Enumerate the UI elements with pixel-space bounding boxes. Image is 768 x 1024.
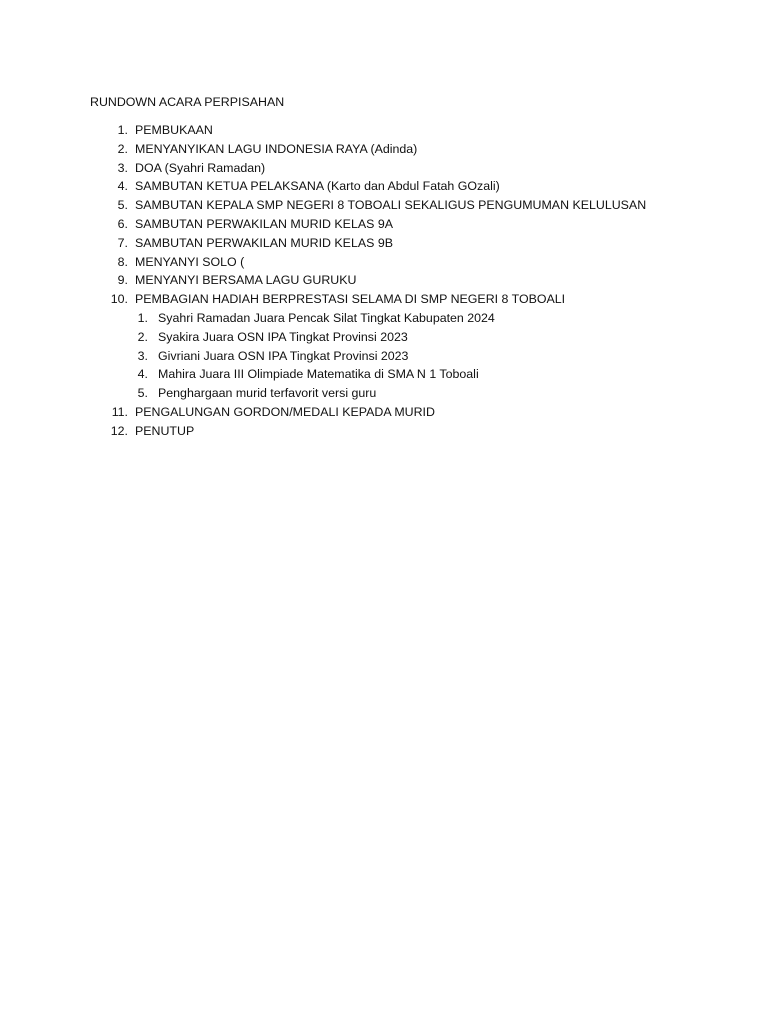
list-text: PENUTUP	[135, 423, 195, 438]
list-number: 5.	[117, 198, 128, 213]
agenda-list	[0, 121, 768, 441]
list-item	[0, 159, 768, 178]
sublist-item	[0, 347, 768, 366]
sublist-number: 3.	[137, 348, 148, 363]
sublist-item	[0, 365, 768, 384]
sublist-item	[0, 309, 768, 328]
sublist-number: 4.	[137, 367, 148, 382]
list-item	[0, 177, 768, 196]
sublist-text: Syakira Juara OSN IPA Tingkat Provinsi 2023	[158, 329, 408, 344]
list-number: 1.	[117, 123, 128, 137]
list-text: MENYANYIKAN LAGU INDONESIA RAYA (Adinda)	[135, 141, 418, 156]
list-text: SAMBUTAN KEPALA SMP NEGERI 8 TOBOALI SEKALIGUS PENGUMUMAN KELULUSAN	[135, 198, 647, 213]
list-number: 4.	[117, 179, 128, 194]
list-number: 10.	[110, 292, 128, 307]
list-item	[0, 234, 768, 253]
sublist-item	[0, 328, 768, 347]
sublist-text: Givriani Juara OSN IPA Tingkat Provinsi 2023	[158, 348, 409, 363]
list-item	[0, 215, 768, 234]
list-text: SAMBUTAN PERWAKILAN MURID KELAS 9A	[135, 216, 393, 231]
sublist-number: 1.	[137, 310, 148, 325]
list-number: 6.	[117, 216, 128, 231]
sublist-item	[0, 384, 768, 403]
list-text: SAMBUTAN PERWAKILAN MURID KELAS 9B	[135, 235, 393, 250]
list-text: PEMBAGIAN HADIAH BERPRESTASI SELAMA DI SMP NEGERI 8 TOBOALI	[135, 292, 566, 307]
list-item	[0, 121, 768, 140]
list-number: 12.	[110, 423, 128, 438]
list-text: MENYANYI BERSAMA LAGU GURUKU	[135, 273, 357, 288]
sublist-text: Mahira Juara III Olimpiade Matematika di SMA N 1 Toboali	[158, 367, 479, 382]
list-item	[0, 253, 768, 272]
list-number: 8.	[117, 254, 128, 269]
list-text: SAMBUTAN KETUA PELAKSANA (Karto dan Abdul Fatah GOzali)	[135, 179, 500, 194]
list-number: 9.	[117, 273, 128, 288]
list-text: MENYANYI SOLO (	[135, 254, 245, 269]
list-text: DOA (Syahri Ramadan)	[135, 160, 266, 175]
list-item	[0, 290, 768, 309]
list-number: 2.	[117, 141, 128, 156]
list-item	[0, 271, 768, 290]
list-text: PEMBUKAAN	[135, 123, 213, 137]
sublist-text: Syahri Ramadan Juara Pencak Silat Tingkat Kabupaten 2024	[158, 310, 495, 325]
list-number: 7.	[117, 235, 128, 250]
list-text: PENGALUNGAN GORDON/MEDALI KEPADA MURID	[135, 404, 435, 419]
list-item	[0, 140, 768, 159]
sublist-number: 5.	[137, 386, 148, 401]
list-item	[0, 403, 768, 422]
list-item	[0, 422, 768, 441]
list-number: 11.	[111, 404, 128, 419]
list-number: 3.	[117, 160, 128, 175]
sublist-text: Penghargaan murid terfavorit versi guru	[158, 386, 377, 401]
document-title: RUNDOWN ACARA PERPISAHAN	[90, 95, 285, 109]
list-item	[0, 196, 768, 215]
sublist-number: 2.	[137, 329, 148, 344]
